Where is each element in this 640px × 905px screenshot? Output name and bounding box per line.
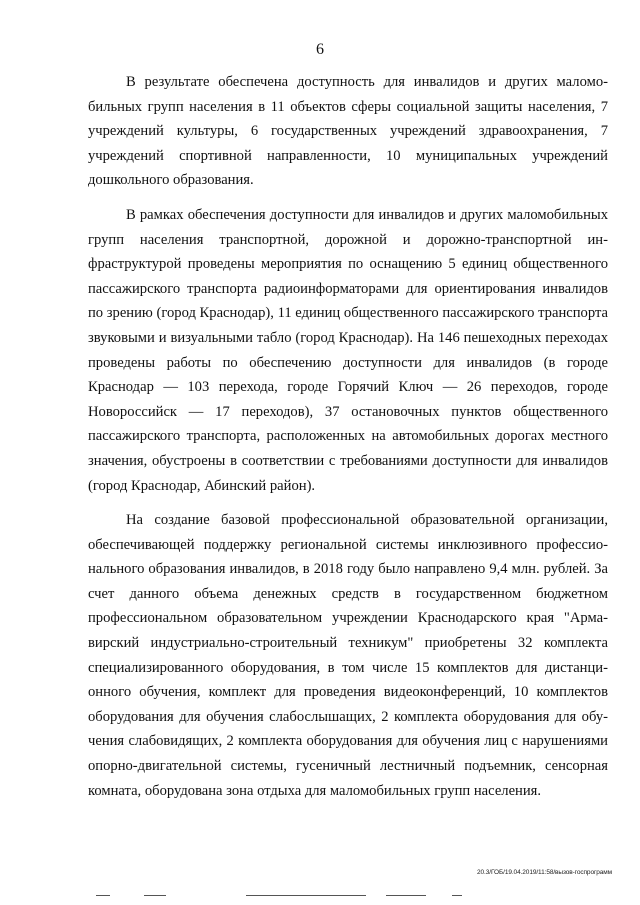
page-number: 6 [316, 41, 324, 58]
scan-edge-artifact [96, 893, 536, 899]
document-footer-code: 20.3/ГОБ/19.04.2019/11:58/вызов-госпрограмм [476, 869, 612, 876]
paragraph-transport-infrastructure: В рамках обеспечения доступности для инвалидов и других маломобильных групп населения транспортной, дорожной и дорожно-транспортной инфраструктурой проведены мероприятия по оснащению 5 единиц общественного пассажирского транспорта радиоинформаторами для ориентирования инвалидов по зрению (город Краснодар), 11 единиц общественного пассажирского транспорта звуковыми и визуальными табло (город Краснодар). На 146 пешеходных переходах проведены работы по обеспечению доступности для инвалидов (в городе Краснодар — 103 перехода, городе Горячий Ключ — 26 переходов, городе Новороссийск — 17 переходов), 37 остановочных пунктов общественного пассажирского транспорта, расположенных на автомобильных дорогах местного значения, обустроены в соответствии с требованиями доступности для инвалидов (город Краснодар, Абинский район). [88, 206, 608, 494]
paragraph-accessibility-results: В результате обеспечена доступность для инвалидов и других маломобильных групп населения в 11 объектов сферы социальной защиты населения, 7 учреждений культуры, 6 государственных учреждений здравоохранения, 7 учреждений спортивной направленности, 10 муниципальных учреждений дошкольного образования. [88, 74, 608, 189]
paragraph-inclusive-education: На создание базовой профессиональной образовательной организации, обеспечивающей поддержку региональной системы инклюзивного профессионального образования инвалидов, в 2018 году было направлено 9,4 млн. рублей. За счет данного объема денежных средств в государственном бюджетном профессиональном образовательном учреждении Краснодарского края "Армавирский индустриально-строительный техникум" приобретены 32 комплекта специализированного оборудования, в том числе 15 комплектов для дистанционного обучения, комплект для проведения видеоконференций, 10 комплектов оборудования для обучения слабослышащих, 2 комплекта оборудования для обучения слабовидящих, 2 комплекта оборудования для обучения лиц с нарушениями опорно-двигательной системы, гусеничный лестничный подъемник, сенсорная комната, оборудована зона отдыха для маломобильных групп населения. [88, 512, 608, 799]
document-body [88, 70, 608, 813]
